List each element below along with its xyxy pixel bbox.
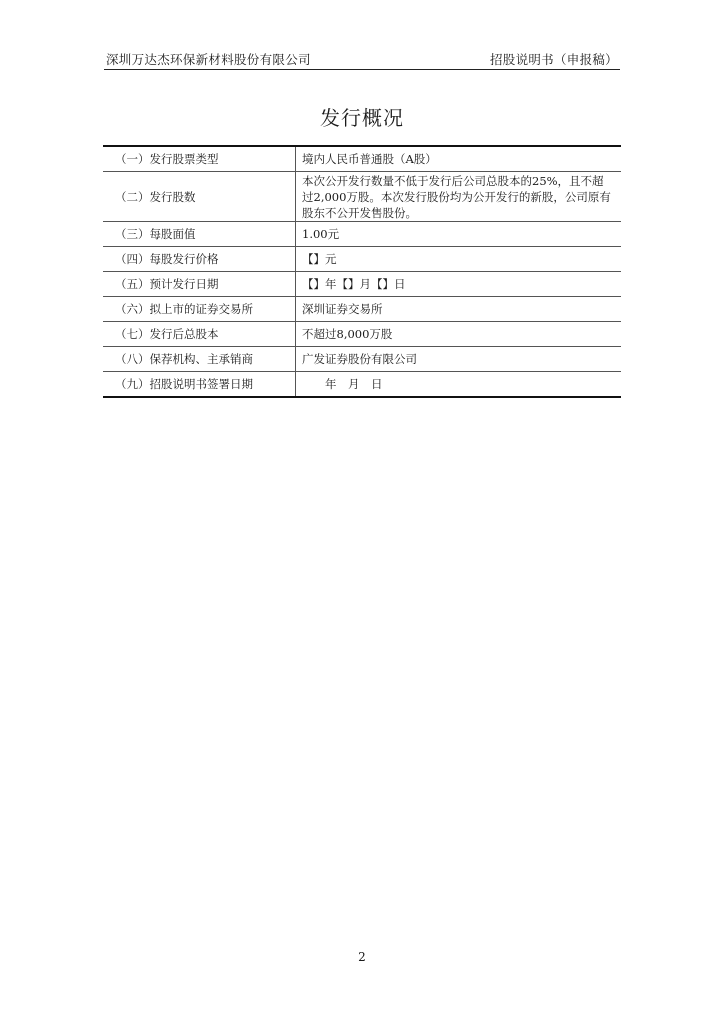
row-value-share-count: 本次公开发行数量不低于发行后公司总股本的25%，且不超过2,000万股。本次发行股份均为公开发行的新股，公司原有股东不公开发售股份。 [296, 172, 622, 222]
row-value-total-shares: 不超过8,000万股 [296, 322, 622, 347]
issuance-overview-table [103, 145, 621, 398]
row-label-signing-date: （九）招股说明书签署日期 [103, 372, 296, 398]
table-row [103, 272, 621, 297]
row-value-sponsor: 广发证券股份有限公司 [296, 347, 622, 372]
table-row [103, 297, 621, 322]
header-document-type: 招股说明书（申报稿） [489, 52, 618, 67]
row-label-total-shares: （七）发行后总股本 [103, 322, 296, 347]
page-title: 发行概况 [320, 106, 404, 130]
table-row [103, 322, 621, 347]
row-value-par-value: 1.00元 [296, 222, 622, 247]
row-label-stock-type: （一）发行股票类型 [103, 146, 296, 172]
header-divider [104, 69, 620, 70]
table-row [103, 172, 621, 222]
row-label-par-value: （三）每股面值 [103, 222, 296, 247]
row-label-share-count: （二）发行股数 [103, 172, 296, 222]
row-label-exchange: （六）拟上市的证券交易所 [103, 297, 296, 322]
row-label-issue-date: （五）预计发行日期 [103, 272, 296, 297]
table-row [103, 247, 621, 272]
table-row [103, 347, 621, 372]
table-row [103, 222, 621, 247]
row-value-issue-price: 【】元 [296, 247, 622, 272]
row-value-issue-date: 【】年【】月【】日 [296, 272, 622, 297]
header-company-name: 深圳万达杰环保新材料股份有限公司 [106, 52, 311, 67]
row-value-exchange: 深圳证券交易所 [296, 297, 622, 322]
row-label-issue-price: （四）每股发行价格 [103, 247, 296, 272]
table-row [103, 372, 621, 398]
page-number: 2 [358, 950, 366, 964]
row-value-signing-date: 年 月 日 [302, 377, 383, 391]
row-label-sponsor: （八）保荐机构、主承销商 [103, 347, 296, 372]
row-value-stock-type: 境内人民币普通股（A股） [296, 146, 622, 172]
table-row [103, 146, 621, 172]
